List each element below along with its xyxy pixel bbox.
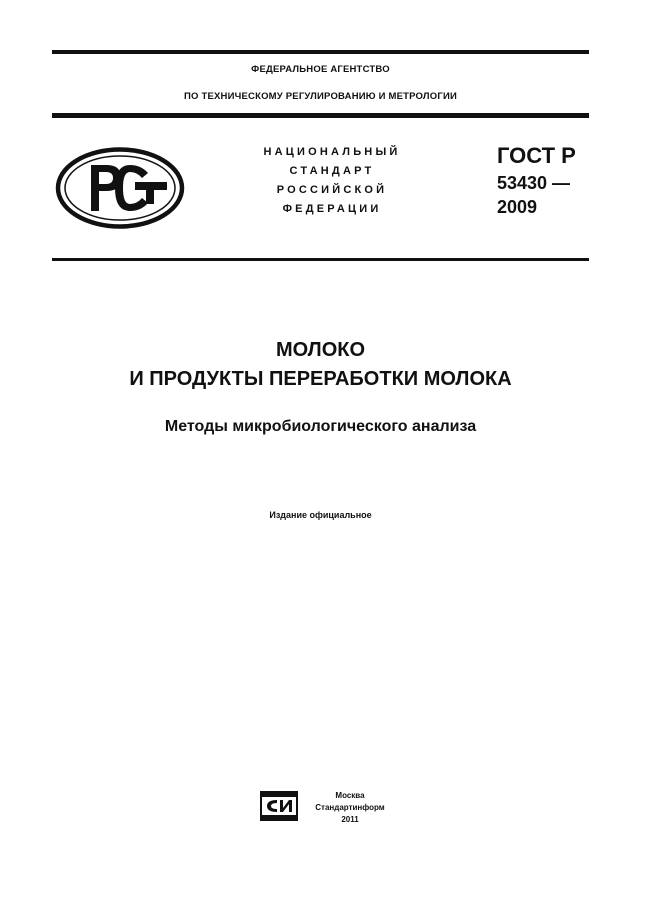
national-standard-line-1: НАЦИОНАЛЬНЫЙ bbox=[263, 146, 401, 158]
title-line-2: И ПРОДУКТЫ ПЕРЕРАБОТКИ МОЛОКА bbox=[129, 368, 512, 390]
gost-label: ГОСТ Р bbox=[497, 143, 576, 168]
publisher-name: Стандартинформ bbox=[315, 803, 385, 812]
agency-line-1: ФЕДЕРАЛЬНОЕ АГЕНТСТВО bbox=[251, 64, 390, 75]
gost-number: 53430 — bbox=[497, 173, 571, 193]
standard-block-rule bbox=[52, 258, 589, 261]
national-standard-line-4: ФЕДЕРАЦИИ bbox=[282, 203, 382, 215]
rst-certification-emblem-icon bbox=[55, 147, 185, 229]
edition-label: Издание официальное bbox=[269, 510, 372, 520]
standartinform-logo-icon bbox=[260, 791, 298, 821]
agency-line-2: ПО ТЕХНИЧЕСКОМУ РЕГУЛИРОВАНИЮ И МЕТРОЛОГИИ bbox=[184, 91, 457, 102]
title-line-1: МОЛОКО bbox=[275, 339, 366, 361]
gost-year: 2009 bbox=[497, 197, 538, 217]
document-subtitle: Методы микробиологического анализа bbox=[164, 418, 477, 435]
publisher-year: 2011 bbox=[341, 815, 359, 824]
top-rule bbox=[52, 50, 589, 54]
national-standard-line-2: СТАНДАРТ bbox=[289, 165, 375, 177]
publisher-city: Москва bbox=[335, 791, 365, 800]
national-standard-line-3: РОССИЙСКОЙ bbox=[276, 184, 388, 196]
header-rule bbox=[52, 113, 589, 118]
